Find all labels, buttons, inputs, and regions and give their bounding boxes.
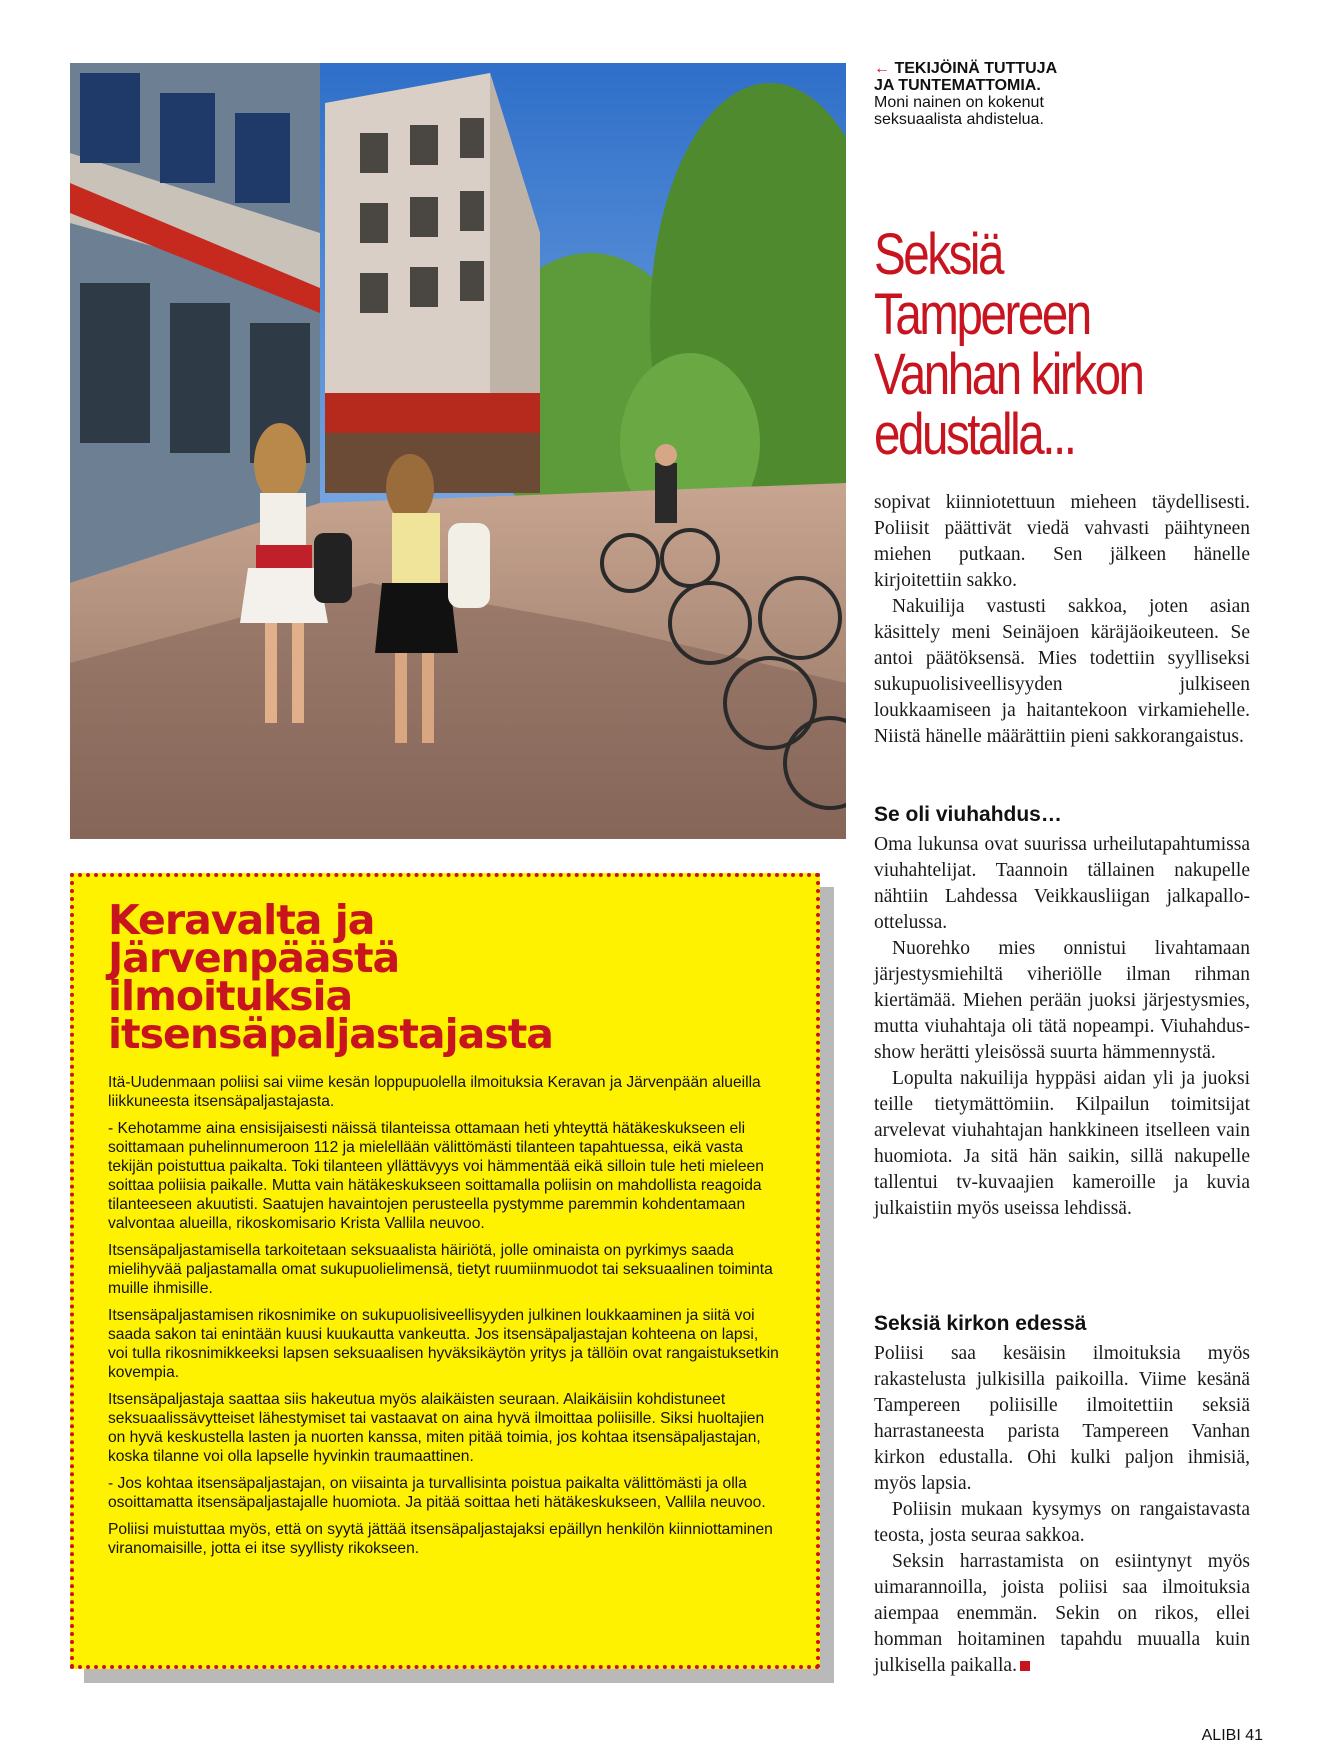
headline-line-1: Seksiä	[874, 222, 1002, 287]
box-paragraph: - Kehotamme aina ensisijaisesti näissä tilanteissa ottamaan heti yhteyttä hätäkeskukseen eli soittamaan puhelinnumeroon 112 ja mielellään välittömästi tilanteen tapahtuessa, eikä vasta tekijän poistuttua paikalta. Toki tilanteen yllättävyys voi hämmentää eikä silloin tule heti mieleen soittaa poliisia paikalle. Mutta vain hätäkeskukseen soittamalla poliisin on mahdollista reagoida tilanteeseen akuutisti. Saatujen havaintojen perusteella pystymme paremmin kohdentamaan valvontaa alueilla, rikoskomisario Krista Vallila neuvoo.	[108, 1120, 764, 1232]
end-mark-icon	[1020, 1661, 1030, 1671]
box-paragraph: Itsensäpaljastamisella tarkoitetaan seksuaalista häiriötä, jolle ominaista on pyrkimys saada mielihyvää paljastamalla omat sukupuolielimensä, tietyt ruumiinmuodot tai seksuaalinen toiminta muille ihmisille.	[108, 1242, 773, 1297]
sidebar-box-body	[108, 1073, 782, 1558]
caption-heading	[874, 60, 1174, 77]
street-photo-icon	[70, 63, 846, 839]
subheading-viuhahdus: Se oli viuhahdus…	[874, 803, 1062, 826]
sidebar-box-title	[108, 896, 782, 1058]
caption-body-line-1: Moni nainen on kokenut	[874, 94, 1044, 111]
street-photo	[70, 63, 846, 839]
article-paragraph: Oma lukunsa ovat suurissa urheilutapahtumissa viuhahtelijat. Taannoin tällainen nakupelle nähtiin Lahdessa Veikkausliigan jalkapallo-ottelussa.	[874, 834, 1250, 933]
box-paragraph: Itsensäpaljastamisen rikosnimike on sukupuolisiveellisyyden julkinen loukkaaminen ja siitä voi saada sakon tai enintään kuusi kuukautta vankeutta. Jos itsensäpaljastajan kohteena on lapsi, voi tulla rikosnimikkeeksi lapsen seksuaalisen hyväksikäytön yritys ja tällöin ovat rangaistuksetkin kovempia.	[108, 1307, 779, 1381]
photo-caption	[874, 60, 1174, 128]
caption-heading-line-1: TEKIJÖINÄ TUTTUJA	[894, 60, 1058, 77]
article-paragraph	[874, 1549, 1250, 1679]
caption-heading-line-2: JA TUNTEMATTOMIA.	[874, 77, 1041, 94]
article-paragraph: Poliisin mukaan kysymys on rangaistavasta teosta, josta seuraa sakkoa.	[874, 1499, 1250, 1546]
box-title-line-1: Keravalta ja	[108, 896, 375, 944]
box-paragraph: Poliisi muistuttaa myös, että on syytä jättää itsensäpaljastajaksi epäillyn henkilön kiinniottaminen viranomaisille, jotta ei itse syyllisty rikokseen.	[108, 1521, 773, 1557]
article-column-bottom	[874, 1311, 1250, 1679]
box-title-line-2: Järvenpäästä	[108, 934, 400, 982]
headline-line-2: Tampereen	[874, 282, 1090, 347]
sidebar-box	[70, 873, 820, 1669]
article-headline	[874, 222, 1202, 467]
article-paragraph: Nuorehko mies onnistui livahtamaan järjestysmiehiltä viheriölle ilman rihman kiertämää. Miehen perään juoksi järjestysmies, mutta viuhahtaja oli tätä nopeampi. Viuhahdus-show herätti yleisössä suurta hämmennystä.	[874, 938, 1250, 1063]
article-paragraph: Poliisi saa kesäisin ilmoituksia myös rakastelusta julkisilla paikoilla. Viime kesänä Tampereen poliisille ilmoitettiin seksiä harrastaneesta parista Tampereen Vanhan kirkon edustalla. Ohi kulki paljon ihmisiä, myös lapsia.	[874, 1343, 1250, 1494]
subheading-kirkon-edessa: Seksiä kirkon edessä	[874, 1312, 1087, 1335]
headline-line-4: edustalla...	[874, 402, 1075, 467]
box-title-line-3: ilmoituksia	[108, 972, 353, 1020]
headline-line-3: Vanhan kirkon	[874, 342, 1143, 407]
box-paragraph: - Jos kohtaa itsensäpaljastajan, on viisainta ja turvallisinta poistua paikalta välittömästi ja olla osoittamatta itsensäpaljastajalle huomiota. Ja pitää soittaa heti hätäkeskukseen, Vallila neuvoo.	[108, 1475, 766, 1511]
article-column-top	[874, 490, 1250, 750]
arrow-left-icon: ←	[874, 60, 890, 77]
box-paragraph: Itä-Uudenmaan poliisi sai viime kesän loppupuolella ilmoituksia Keravan ja Järvenpään alueilla liikkuneesta itsensäpaljastajasta.	[108, 1074, 761, 1110]
box-paragraph: Itsensäpaljastaja saattaa siis hakeutua myös alaikäisten seuraan. Alaikäisiin kohdistuneet seksuaalissävytteiset lähestymiset tai vastaavat on aina hyvä ilmoittaa poliisille. Siksi huoltajien on hyvä keskustella lasten ja nuorten kanssa, miten pitää toimia, jos kohtaa itsensäpaljastajan, koska tilanne voi olla lapselle hyvinkin traumaattinen.	[108, 1391, 765, 1465]
article-paragraph: sopivat kiinniotettuun mieheen täydellisesti. Poliisit päättivät viedä vahvasti päihtyneen miehen putkaan. Sen jälkeen hänelle kirjoitettiin sakko.	[874, 492, 1250, 591]
article-paragraph: Nakuilija vastusti sakkoa, joten asian käsittely meni Seinäjoen käräjäoikeuteen. Se antoi päätöksensä. Mies todettiin syylliseksi sukupuolisiveellisyyden julkiseen loukkaamiseen ja haitantekoon virkamiehelle. Niistä hänelle määrättiin pieni sakkorangaistus.	[874, 596, 1250, 747]
caption-body-line-2: seksuaalista ahdistelua.	[874, 111, 1044, 128]
article-paragraph: Lopulta nakuilija hyppäsi aidan yli ja juoksi teille tietymättömiin. Kilpailun toimitsijat arvelevat viuhahtajan hankkineen itselleen vain huomiota. Ja sitä hän saikin, sillä nakupelle tallentui tv-kuvaajien kameroille ja kuvia julkaistiin myös useissa lehdissä.	[874, 1068, 1250, 1219]
article-column-middle	[874, 802, 1250, 1222]
box-title-line-4: itsensäpaljastajasta	[108, 1010, 553, 1058]
article-paragraph-text: Seksin harrastamista on esiintynyt myös uimarannoilla, joista poliisi saa ilmoituksia aiempaa enemmän. Sekin on rikos, ellei homman hoitaminen tapahdu muualla kuin julkisella paikalla.	[874, 1551, 1250, 1676]
page-number: ALIBI 41	[1201, 1727, 1263, 1744]
